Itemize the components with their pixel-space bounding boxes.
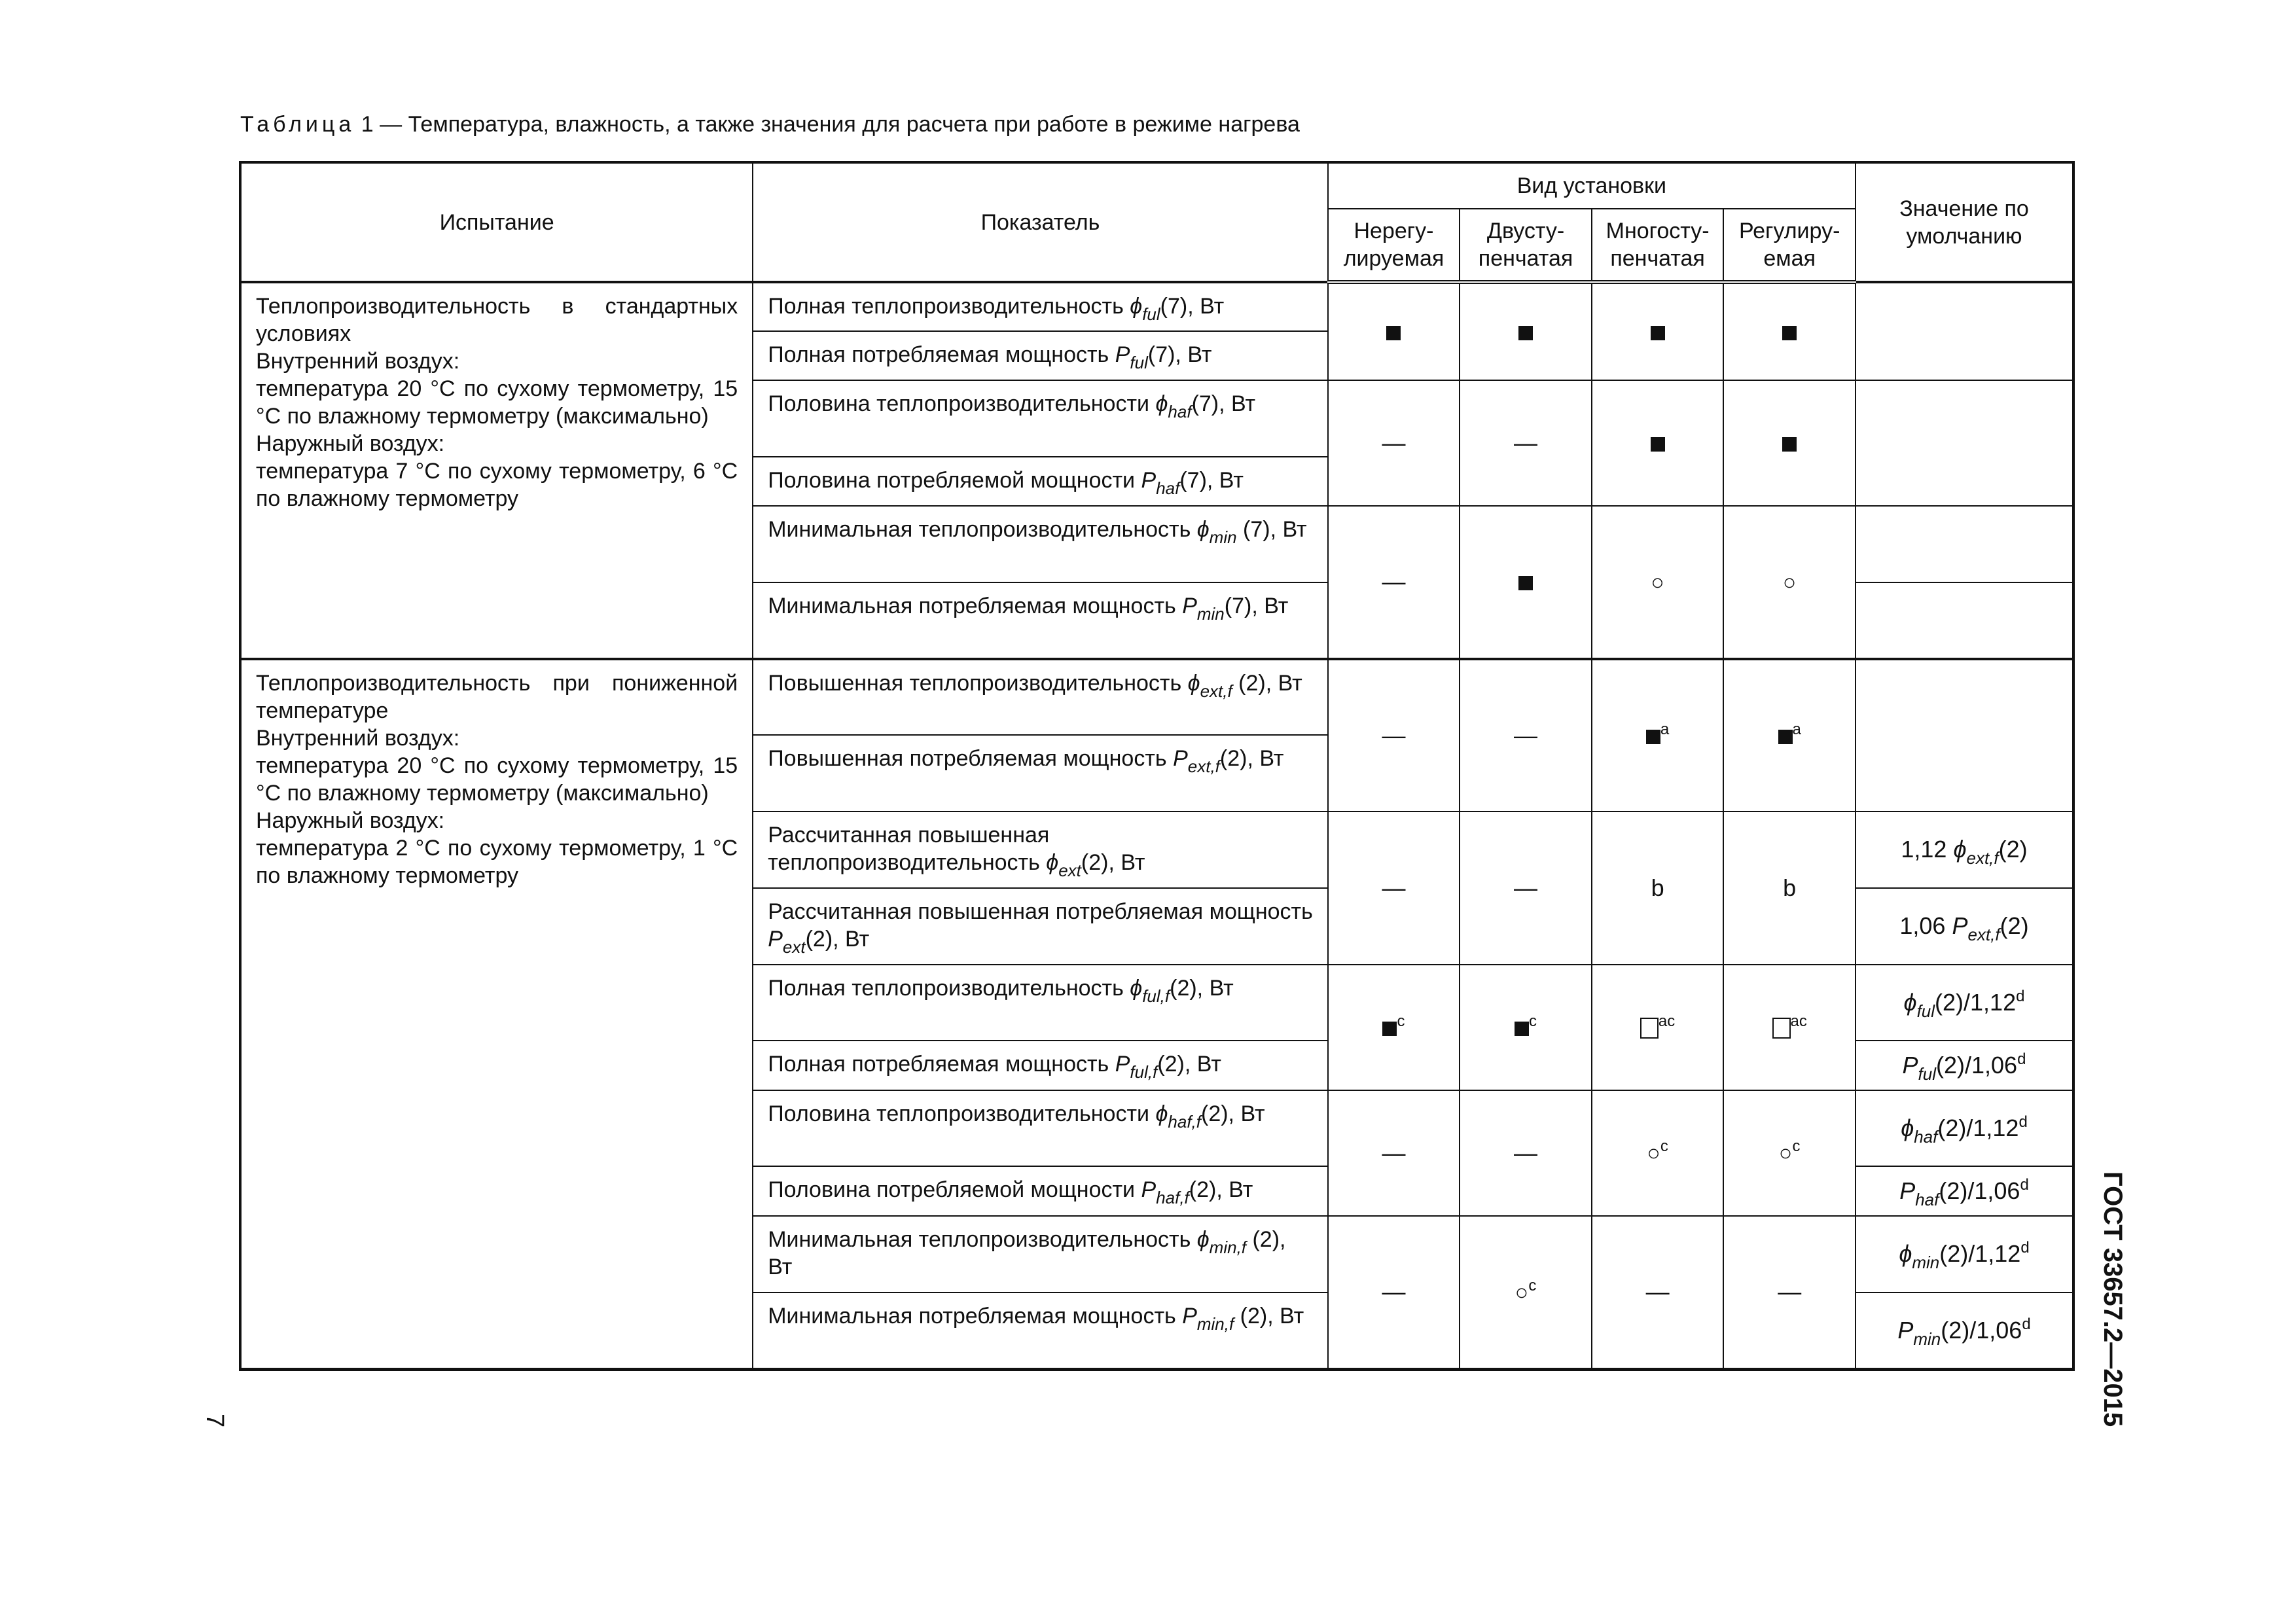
page-number: 7 [201, 1414, 228, 1428]
default-symbol: ϕ [1901, 1115, 1914, 1142]
param-subscript: haf,f [1168, 1111, 1201, 1132]
heating-mode-table [240, 162, 2073, 1370]
header-type-regulated: Регулиру-емая [1723, 209, 1856, 282]
param-cell [753, 659, 1327, 736]
filled-square-icon [1782, 437, 1797, 452]
dash-mark: — [1514, 1139, 1538, 1166]
param-suffix: (2), Вт [768, 1226, 1286, 1279]
param-subscript: ful,f [1130, 1062, 1158, 1082]
param-cell [753, 331, 1327, 380]
default-value [1856, 1293, 2073, 1369]
applicability-cell [1328, 506, 1460, 658]
param-suffix: (2), Вт [1234, 1303, 1304, 1329]
applicability-cell [1328, 659, 1460, 812]
param-suffix: (2), Вт [1157, 1052, 1221, 1077]
dash-mark: — [1514, 721, 1538, 749]
table-caption [240, 110, 1300, 139]
param-subscript: ful,f [1142, 986, 1170, 1006]
applicability-cell [1328, 812, 1460, 964]
param-suffix: (7), Вт [1236, 517, 1307, 543]
applicability-cell [1460, 380, 1592, 506]
param-subscript: haf [1168, 401, 1192, 421]
param-suffix: (7), Вт [1179, 467, 1244, 493]
default-value [1856, 1216, 2073, 1293]
open-circle-icon: ○ [1647, 1141, 1660, 1166]
test-standard [241, 282, 753, 659]
param-suffix: (7), Вт [1160, 294, 1225, 319]
param-subscript: haf,f [1156, 1188, 1189, 1208]
param-symbol: P [1115, 1052, 1130, 1077]
applicability-cell [1723, 506, 1856, 658]
footnote-ref: d [2017, 1050, 2026, 1069]
applicability-cell [1328, 282, 1460, 380]
dash-mark: — [1778, 1278, 1802, 1306]
param-text: Половина теплопроизводительности [768, 391, 1156, 416]
param-text: Полная потребляемая мощность [768, 1052, 1115, 1077]
footnote-ref: d [2022, 1315, 2031, 1333]
applicability-cell [1328, 1090, 1460, 1216]
default-suffix: (2)/1,06 [1936, 1052, 2018, 1079]
param-text: Половина теплопроизводительности [768, 1101, 1156, 1126]
param-symbol: P [1141, 467, 1157, 493]
test-low-temp-outdoor-label: Наружный воздух: [256, 808, 445, 833]
standard-designation: ГОСТ 33657.2—2015 [2098, 1171, 2127, 1427]
test-standard-outdoor-label: Наружный воздух: [256, 431, 445, 456]
param-cell [753, 812, 1327, 888]
param-cell [753, 1293, 1327, 1369]
caption-prefix: Таблица [240, 112, 355, 137]
default-value [1856, 1041, 2073, 1090]
dash-mark: — [1382, 1278, 1406, 1306]
applicability-cell [1592, 506, 1724, 658]
footnote-ref: d [2020, 1239, 2030, 1257]
dash-mark: — [1382, 568, 1406, 596]
footnote-ref: c [1660, 1137, 1668, 1156]
param-text: Минимальная теплопроизводительность [768, 1226, 1197, 1252]
open-square-icon [1640, 1018, 1659, 1039]
filled-square-icon [1518, 326, 1533, 340]
default-prefix: 1,06 [1899, 912, 1952, 940]
default-symbol: P [1897, 1316, 1914, 1344]
footnote-ref: c [1792, 1137, 1801, 1156]
test-standard-indoor-label: Внутренний воздух: [256, 349, 460, 374]
test-low-temp-title: Теплопроизводительность при пониженной температуре [256, 670, 738, 723]
default-value [1856, 1166, 2073, 1215]
param-suffix: (2), Вт [1170, 975, 1234, 1001]
applicability-cell [1460, 1090, 1592, 1216]
param-cell [753, 380, 1327, 457]
param-symbol: ϕ [1046, 850, 1059, 876]
param-subscript: ext,f [1187, 757, 1220, 777]
filled-square-icon [1646, 730, 1660, 744]
param-symbol: P [1182, 1303, 1197, 1329]
applicability-cell [1592, 380, 1724, 506]
param-cell [753, 888, 1327, 965]
footnote-ref: c [1528, 1276, 1537, 1294]
default-subscript: haf [1915, 1190, 1939, 1210]
applicability-cell [1592, 812, 1724, 964]
param-symbol: ϕ [1196, 517, 1210, 543]
header-type-multi-stage: Многосту-пенчатая [1592, 209, 1724, 282]
default-suffix: (2)/1,06 [1941, 1316, 2022, 1344]
default-suffix: (2)/1,12 [1935, 988, 2017, 1016]
default-suffix: (2)/1,12 [1937, 1115, 2019, 1142]
param-suffix: (2), Вт [805, 926, 870, 952]
dash-mark: — [1382, 429, 1406, 457]
applicability-cell [1328, 965, 1460, 1090]
footnote-ref: d [2020, 1176, 2029, 1194]
header-type-unregulated: Нерегу-лируемая [1328, 209, 1460, 282]
default-empty [1856, 659, 2073, 812]
param-text: Минимальная потребляемая мощность [768, 593, 1183, 618]
param-suffix: (2), Вт [1189, 1177, 1253, 1203]
test-standard-outdoor: температура 7 °С по сухому термометру, 6 °С по влажному термометру [256, 459, 738, 511]
param-text: Рассчитанная повышенная теплопроизводительность [768, 823, 1050, 876]
applicability-cell [1460, 506, 1592, 658]
param-text: Рассчитанная повышенная потребляемая мощность [768, 899, 1313, 924]
param-subscript: ful [1130, 353, 1148, 373]
applicability-cell [1460, 282, 1592, 380]
param-suffix: (2), Вт [1232, 670, 1302, 696]
param-text: Полная теплопроизводительность [768, 294, 1130, 319]
default-suffix: (2) [2000, 912, 2029, 940]
open-circle-icon: ○ [1515, 1279, 1529, 1305]
test-standard-indoor: температура 20 °С по сухому термометру, 15 °С по влажному термометру (максимально) [256, 376, 738, 429]
header-indicator: Показатель [753, 163, 1327, 282]
applicability-cell [1460, 659, 1592, 812]
dash-mark: — [1514, 874, 1538, 901]
applicability-cell [1723, 812, 1856, 964]
param-subscript: ext [782, 936, 806, 957]
applicability-cell [1592, 659, 1724, 812]
param-cell [753, 582, 1327, 659]
param-cell [753, 1090, 1327, 1167]
applicability-cell [1723, 282, 1856, 380]
applicability-cell [1592, 282, 1724, 380]
applicability-cell [1723, 659, 1856, 812]
param-symbol: P [768, 926, 783, 952]
default-value [1856, 1090, 2073, 1167]
default-empty [1856, 380, 2073, 506]
param-suffix: (7), Вт [1224, 593, 1289, 618]
applicability-cell [1592, 965, 1724, 1090]
param-text: Повышенная потребляемая мощность [768, 746, 1174, 772]
default-subscript: ful [1918, 1064, 1937, 1084]
filled-square-icon [1782, 326, 1797, 340]
mark-text: b [1651, 874, 1664, 901]
param-cell [753, 282, 1327, 331]
footnote-ref: c [1397, 1012, 1405, 1030]
param-text: Полная теплопроизводительность [768, 975, 1130, 1001]
applicability-cell [1328, 1216, 1460, 1369]
test-low-temp [241, 659, 753, 1369]
test-low-temp-outdoor: температура 2 °С по сухому термометру, 1 °С по влажному термометру [256, 835, 738, 888]
param-text: Повышенная теплопроизводительность [768, 670, 1188, 696]
param-suffix: (2), Вт [1219, 746, 1284, 772]
default-subscript: min [1913, 1329, 1941, 1349]
filled-square-icon [1778, 730, 1793, 744]
param-subscript: ext,f [1200, 681, 1232, 701]
footnote-ref: d [2016, 987, 2025, 1005]
param-symbol: ϕ [1130, 294, 1143, 319]
default-suffix: (2) [1998, 836, 2028, 863]
dash-mark: — [1382, 721, 1406, 749]
param-symbol: ϕ [1155, 1101, 1168, 1126]
param-text: Полная потребляемая мощность [768, 342, 1115, 368]
default-subscript: haf [1914, 1127, 1938, 1147]
dash-mark: — [1382, 874, 1406, 901]
param-subscript: min [1196, 603, 1225, 624]
applicability-cell [1723, 965, 1856, 1090]
param-subscript: ful [1142, 304, 1160, 324]
param-symbol: P [1182, 593, 1197, 618]
filled-square-icon [1518, 576, 1533, 590]
default-prefix: 1,12 [1901, 836, 1954, 863]
param-cell [753, 506, 1327, 582]
test-low-temp-indoor-label: Внутренний воздух: [256, 725, 460, 751]
mark-text: b [1783, 874, 1797, 901]
param-symbol: P [1141, 1177, 1157, 1203]
applicability-cell [1460, 965, 1592, 1090]
header-install-type: Вид установки [1328, 163, 1856, 209]
param-subscript: min,f [1209, 1237, 1247, 1257]
default-suffix: (2)/1,12 [1939, 1240, 2021, 1268]
dash-mark: — [1645, 1278, 1670, 1306]
param-suffix: (2), Вт [1201, 1101, 1265, 1126]
default-empty [1856, 506, 2073, 582]
default-subscript: min [1912, 1253, 1940, 1273]
param-subscript: min [1209, 527, 1237, 548]
filled-square-icon [1651, 437, 1665, 452]
param-cell [753, 965, 1327, 1041]
param-cell [753, 1166, 1327, 1215]
param-cell [753, 1216, 1327, 1293]
filled-square-icon [1386, 326, 1401, 340]
param-subscript: min,f [1196, 1313, 1234, 1334]
default-symbol: P [1902, 1052, 1918, 1079]
open-circle-icon: ○ [1778, 1141, 1793, 1166]
param-text: Половина потребляемой мощности [768, 1177, 1141, 1203]
applicability-cell [1723, 1090, 1856, 1216]
param-subscript: ext [1058, 861, 1081, 881]
default-subscript: ext,f [1966, 848, 1999, 868]
filled-square-icon [1382, 1022, 1397, 1036]
footnote-ref: a [1660, 720, 1670, 738]
applicability-cell [1723, 1216, 1856, 1369]
applicability-cell [1460, 1216, 1592, 1369]
footnote-ref: ac [1790, 1012, 1807, 1030]
filled-square-icon [1515, 1022, 1529, 1036]
filled-square-icon [1651, 326, 1665, 340]
header-default: Значение по умолчанию [1856, 163, 2073, 282]
default-value [1856, 965, 2073, 1041]
param-suffix: (2), Вт [1081, 850, 1145, 876]
param-symbol: ϕ [1130, 975, 1143, 1001]
param-text: Минимальная теплопроизводительность [768, 517, 1197, 543]
default-symbol: P [1952, 912, 1968, 940]
param-symbol: P [1173, 746, 1188, 772]
open-square-icon [1772, 1018, 1791, 1039]
footnote-ref: a [1792, 720, 1801, 738]
param-text: Половина потребляемой мощности [768, 467, 1141, 493]
applicability-cell [1723, 380, 1856, 506]
param-suffix: (7), Вт [1191, 391, 1256, 416]
dash-mark: — [1382, 1139, 1406, 1166]
default-value [1856, 812, 2073, 888]
applicability-cell [1328, 380, 1460, 506]
default-suffix: (2)/1,06 [1939, 1177, 2020, 1205]
default-symbol: P [1899, 1177, 1916, 1205]
param-symbol: ϕ [1155, 391, 1168, 416]
applicability-cell [1592, 1216, 1724, 1369]
caption-text: 1 — Температура, влажность, а также значения для расчета при работе в режиме нагрева [361, 112, 1300, 137]
test-standard-title: Теплопроизводительность в стандартных условиях [256, 294, 738, 346]
param-symbol: ϕ [1196, 1226, 1210, 1252]
param-cell [753, 735, 1327, 812]
param-symbol: ϕ [1187, 670, 1200, 696]
default-symbol: ϕ [1953, 836, 1967, 863]
default-subscript: ext,f [1967, 925, 2000, 945]
default-symbol: ϕ [1903, 988, 1917, 1016]
header-test: Испытание [241, 163, 753, 282]
header-type-two-stage: Двусту-пенчатая [1460, 209, 1592, 282]
default-empty [1856, 582, 2073, 659]
default-symbol: ϕ [1899, 1240, 1912, 1268]
applicability-cell [1460, 812, 1592, 964]
footnote-ref: d [2018, 1113, 2028, 1132]
param-subscript: haf [1156, 478, 1180, 498]
default-empty [1856, 282, 2073, 380]
test-low-temp-indoor: температура 20 °С по сухому термометру, 15 °С по влажному термометру (максимально) [256, 753, 738, 806]
default-subscript: ful [1916, 1001, 1935, 1021]
applicability-cell [1592, 1090, 1724, 1216]
param-cell [753, 1041, 1327, 1090]
param-text: Минимальная потребляемая мощность [768, 1303, 1183, 1329]
dash-mark: — [1514, 429, 1538, 457]
param-symbol: P [1115, 342, 1130, 368]
param-cell [753, 457, 1327, 506]
open-circle-icon: ○ [1651, 569, 1664, 595]
default-value [1856, 888, 2073, 965]
footnote-ref: c [1529, 1012, 1537, 1030]
param-suffix: (7), Вт [1147, 342, 1212, 368]
open-circle-icon: ○ [1782, 569, 1797, 595]
footnote-ref: ac [1658, 1012, 1676, 1030]
